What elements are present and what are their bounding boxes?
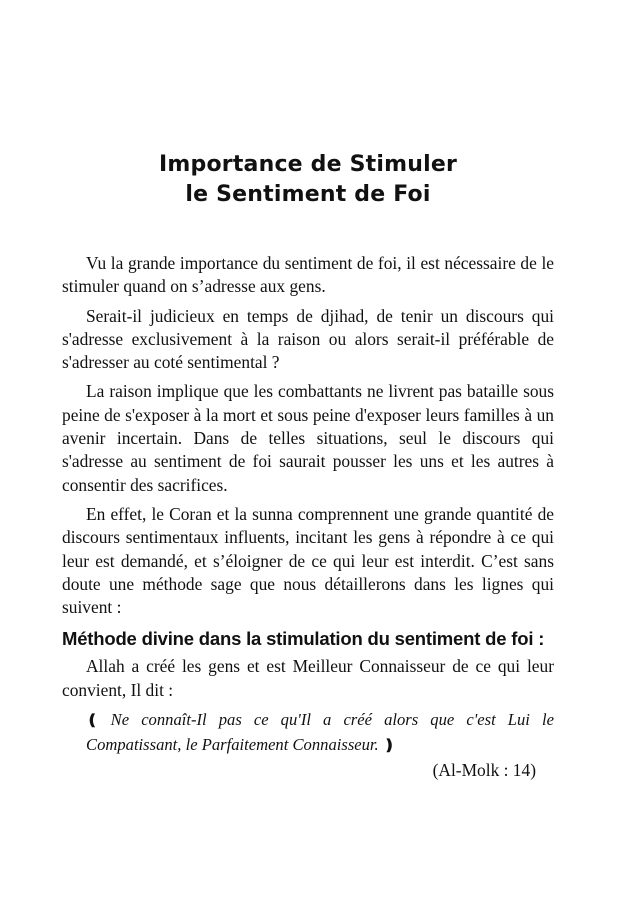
page	[62, 0, 554, 908]
page-title	[62, 150, 554, 210]
paragraph: Vu la grande importance du sentiment de foi, il est nécessaire de le stimuler quand on s’adresse aux gens.	[62, 253, 554, 297]
paragraph: En effet, le Coran et la sunna comprennent une grande quantité de discours sentimentaux influents, incitant les gens à répondre à ce qui leur est demandé, et s’éloigner de ce qui leur est interdit. C’est sans doute une méthode sage que nous détaillerons dans les lignes qui suivent :	[62, 503, 554, 618]
title-line-1: Importance de Stimuler	[159, 152, 457, 177]
section-heading: Méthode divine dans la stimulation du sentiment de foi :	[62, 628, 545, 650]
section-intro: Allah a créé les gens et est Meilleur Connaisseur de ce qui leur convient, Il dit :	[62, 656, 554, 700]
quote-text: Ne connaît-Il pas ce qu'Il a créé alors que c'est Lui le Compatissant, le Parfaitement Connaisseur.	[86, 710, 554, 755]
quran-quote	[62, 708, 554, 758]
title-line-2: le Sentiment de Foi	[185, 182, 431, 207]
quote-close-bracket: ❫	[382, 738, 396, 755]
document-body	[62, 252, 554, 782]
quote-reference: (Al-Molk : 14)	[432, 760, 536, 781]
paragraph: Serait-il judicieux en temps de djihad, de tenir un discours qui s'adresse exclusivement à la raison ou alors serait-il préférable de s'adresser au coté sentimental ?	[62, 305, 554, 373]
quote-open-bracket: ❪	[86, 713, 99, 730]
paragraph: La raison implique que les combattants ne livrent pas bataille sous peine de s'exposer à la mort et sous peine d'exposer leurs familles à un avenir incertain. Dans de telles situations, seul le discours qui s'adresse au sentiment de foi saurait pousser les uns et les autres à consentir des sacrifices.	[62, 381, 554, 495]
